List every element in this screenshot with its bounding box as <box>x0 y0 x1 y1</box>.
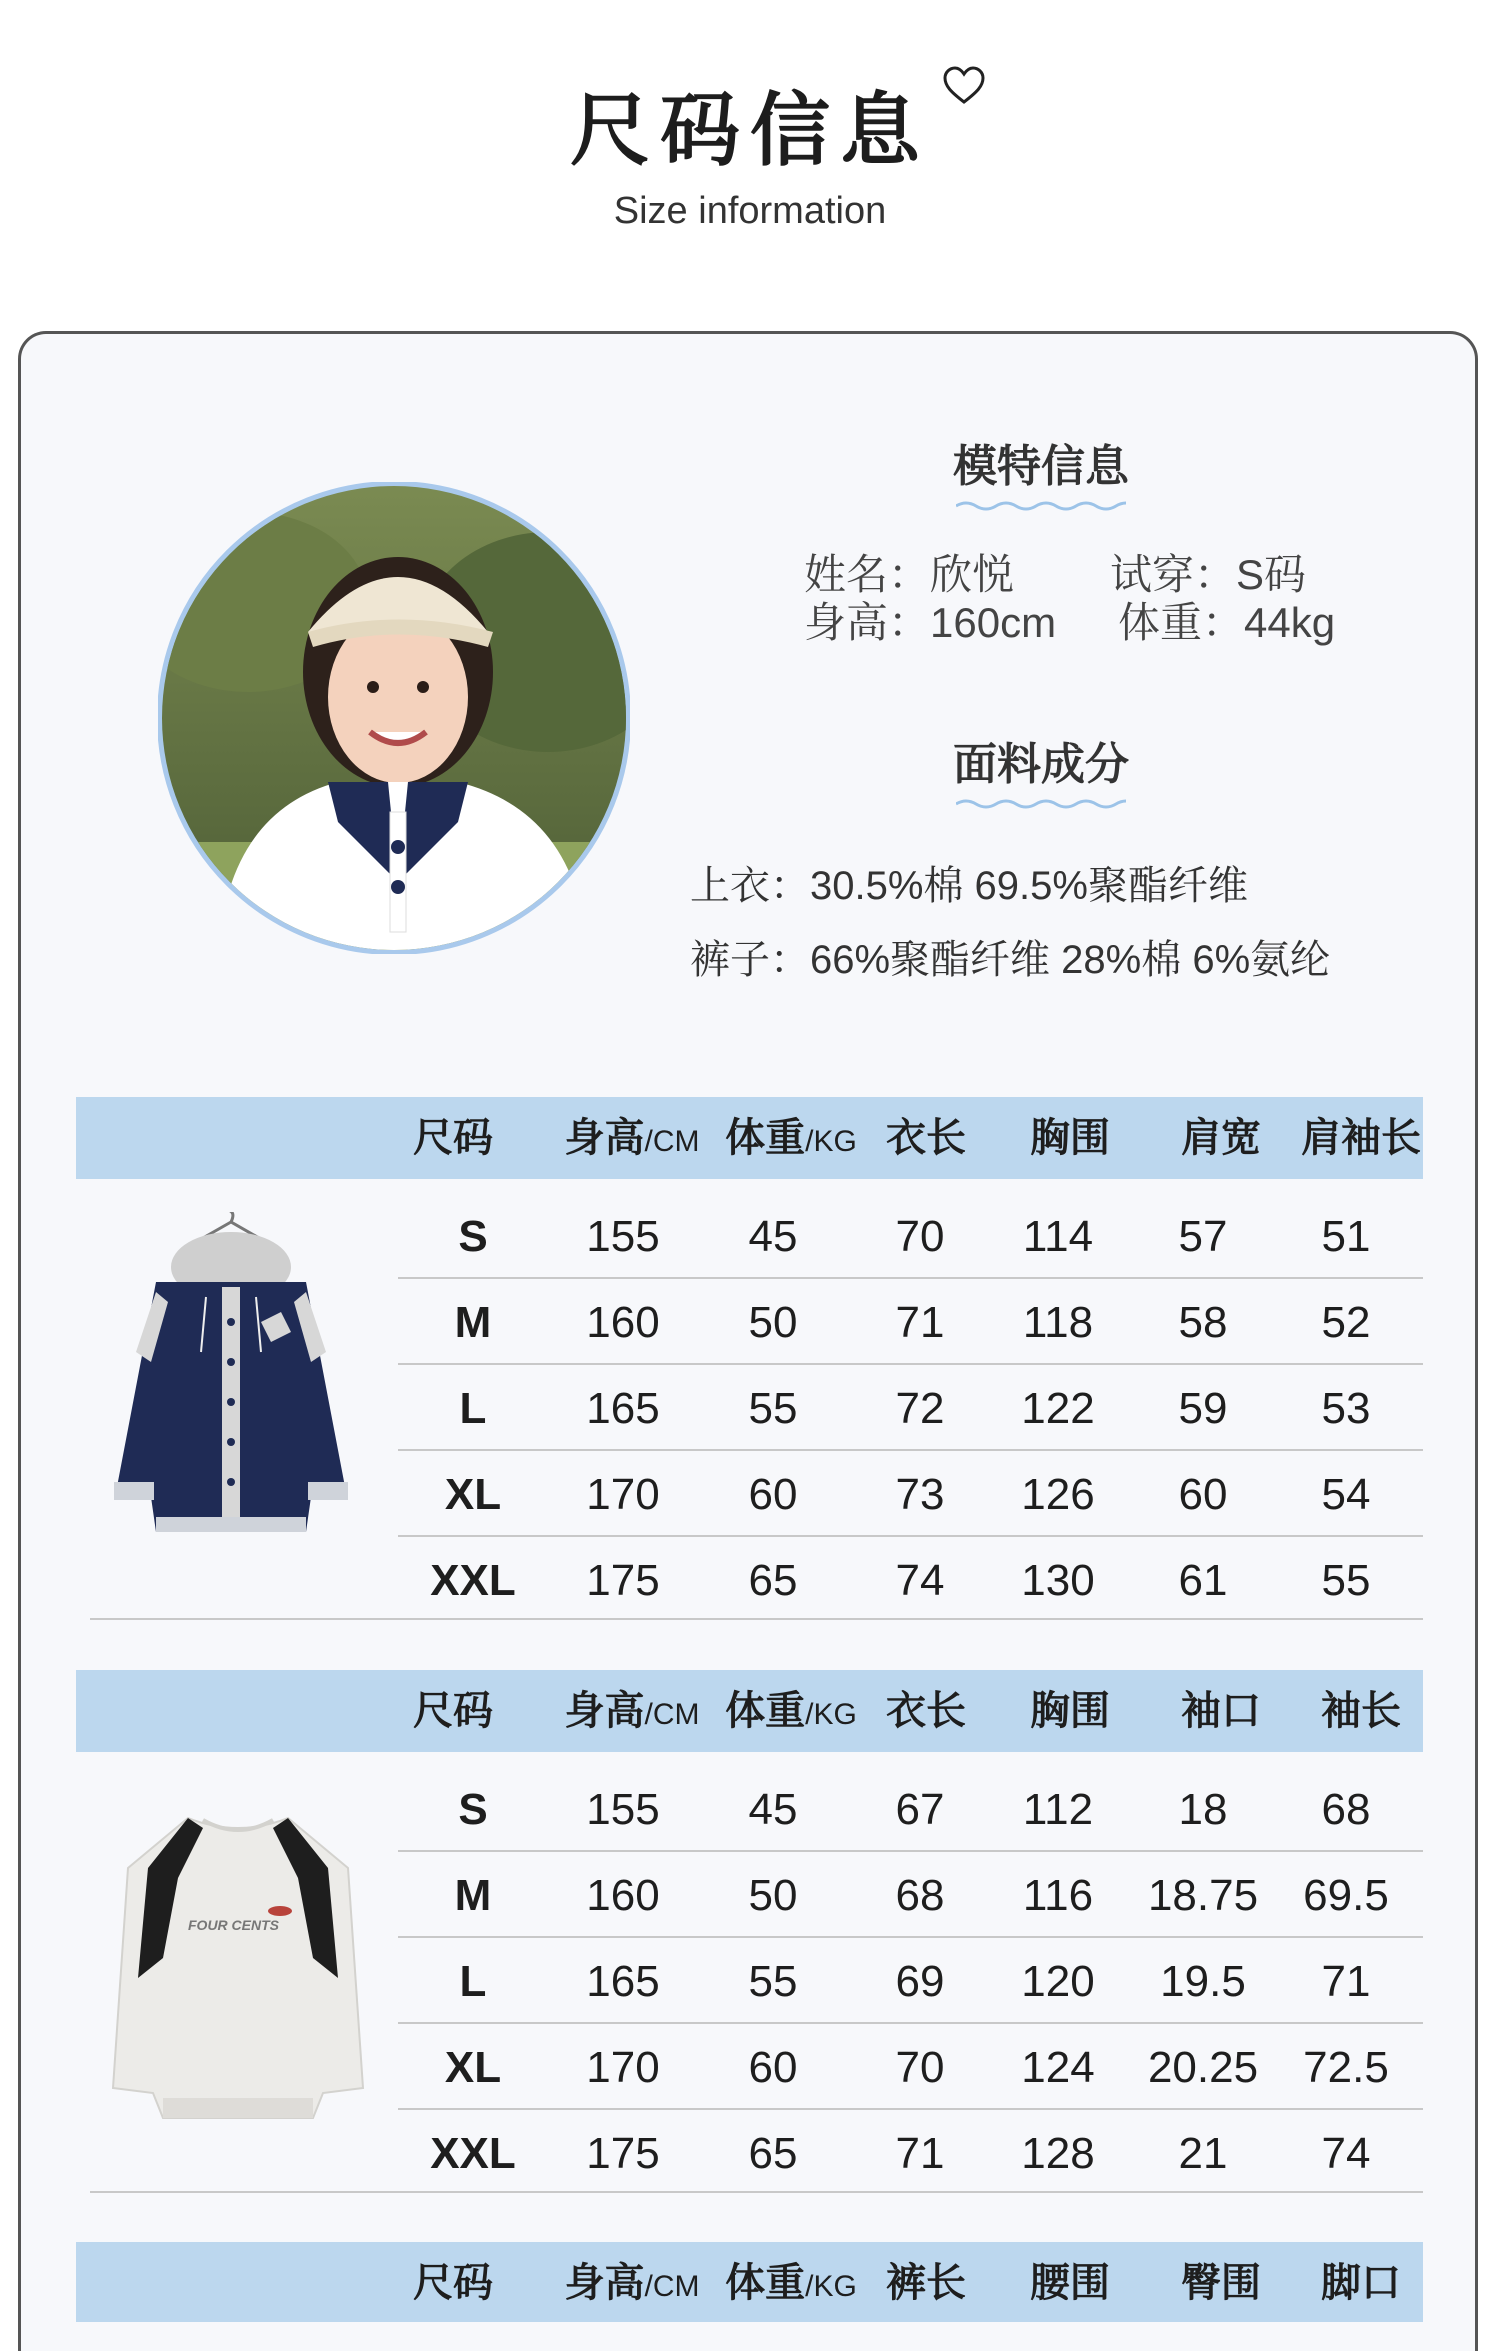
col-size: 尺码 <box>413 1689 493 1733</box>
col-chest: 胸围 <box>1030 1116 1110 1160</box>
table-row: S 155 45 67 112 18 68 <box>398 1768 1423 1852</box>
col-weight: 体重/KG <box>725 1116 857 1160</box>
table-row: XXL 175 65 74 130 61 55 <box>430 1556 1371 1605</box>
col-sleeve: 袖长 <box>1321 1689 1401 1733</box>
col-pants-length: 裤长 <box>886 2261 966 2305</box>
col-sleeve: 肩袖长 <box>1301 1116 1421 1160</box>
fabric-top: 上衣：30.5%棉 69.5%聚酯纤维 <box>690 864 1248 908</box>
col-hem: 脚口 <box>1321 2261 1401 2305</box>
col-length: 衣长 <box>886 1689 966 1733</box>
model-name: 姓名：欣悦 <box>804 551 1015 598</box>
fabric-pants: 裤子：66%聚酯纤维 28%棉 6%氨纶 <box>690 938 1331 982</box>
wave-decoration <box>956 500 1126 512</box>
table-divider <box>90 2191 1423 2193</box>
table-row: XXL 175 65 71 128 21 74 <box>430 2129 1371 2178</box>
table-header-jacket <box>76 1097 1423 1179</box>
table-header-pants <box>76 2242 1423 2322</box>
svg-text:FOUR CENTS: FOUR CENTS <box>188 1917 279 1933</box>
col-chest: 胸围 <box>1030 1689 1110 1733</box>
col-cuff: 袖口 <box>1181 1689 1261 1733</box>
col-size: 尺码 <box>413 1116 493 1160</box>
col-shoulder: 肩宽 <box>1181 1116 1261 1160</box>
table-row: M 160 50 71 118 58 52 <box>398 1281 1423 1365</box>
fabric-info-title: 面料成分 <box>921 728 1161 810</box>
table-row: L 165 55 72 122 59 53 <box>398 1367 1423 1451</box>
wave-decoration <box>956 798 1126 810</box>
model-weight: 体重：44kg <box>1118 599 1336 646</box>
col-waist: 腰围 <box>1030 2261 1110 2305</box>
page-title: 尺码信息 <box>570 86 930 175</box>
table-row: L 165 55 69 120 19.5 71 <box>398 1940 1423 2024</box>
table-row: XL 170 60 73 126 60 54 <box>398 1453 1423 1537</box>
model-info-title: 模特信息 <box>921 430 1161 512</box>
table-header-sweatshirt <box>76 1670 1423 1752</box>
sweatshirt-image <box>108 1808 368 2128</box>
col-height: 身高/CM <box>564 1689 700 1733</box>
col-weight: 体重/KG <box>725 2261 857 2305</box>
col-hip: 臀围 <box>1181 2261 1261 2305</box>
col-height: 身高/CM <box>564 2261 700 2305</box>
col-length: 衣长 <box>886 1116 966 1160</box>
model-height: 身高：160cm <box>804 599 1057 646</box>
table-row: XL 170 60 70 124 20.25 72.5 <box>398 2026 1423 2110</box>
col-size: 尺码 <box>413 2261 493 2305</box>
model-photo <box>158 482 630 954</box>
table-row: M 160 50 68 116 18.75 69.5 <box>398 1854 1423 1938</box>
col-weight: 体重/KG <box>725 1689 857 1733</box>
col-height: 身高/CM <box>564 1116 700 1160</box>
jacket-image <box>96 1212 366 1552</box>
table-divider <box>90 1618 1423 1620</box>
table-row: S 155 45 70 114 57 51 <box>398 1195 1423 1279</box>
heart-icon <box>941 64 987 108</box>
model-tryon-size: 试穿：S码 <box>1110 551 1307 598</box>
page-subtitle: Size information <box>613 190 887 232</box>
